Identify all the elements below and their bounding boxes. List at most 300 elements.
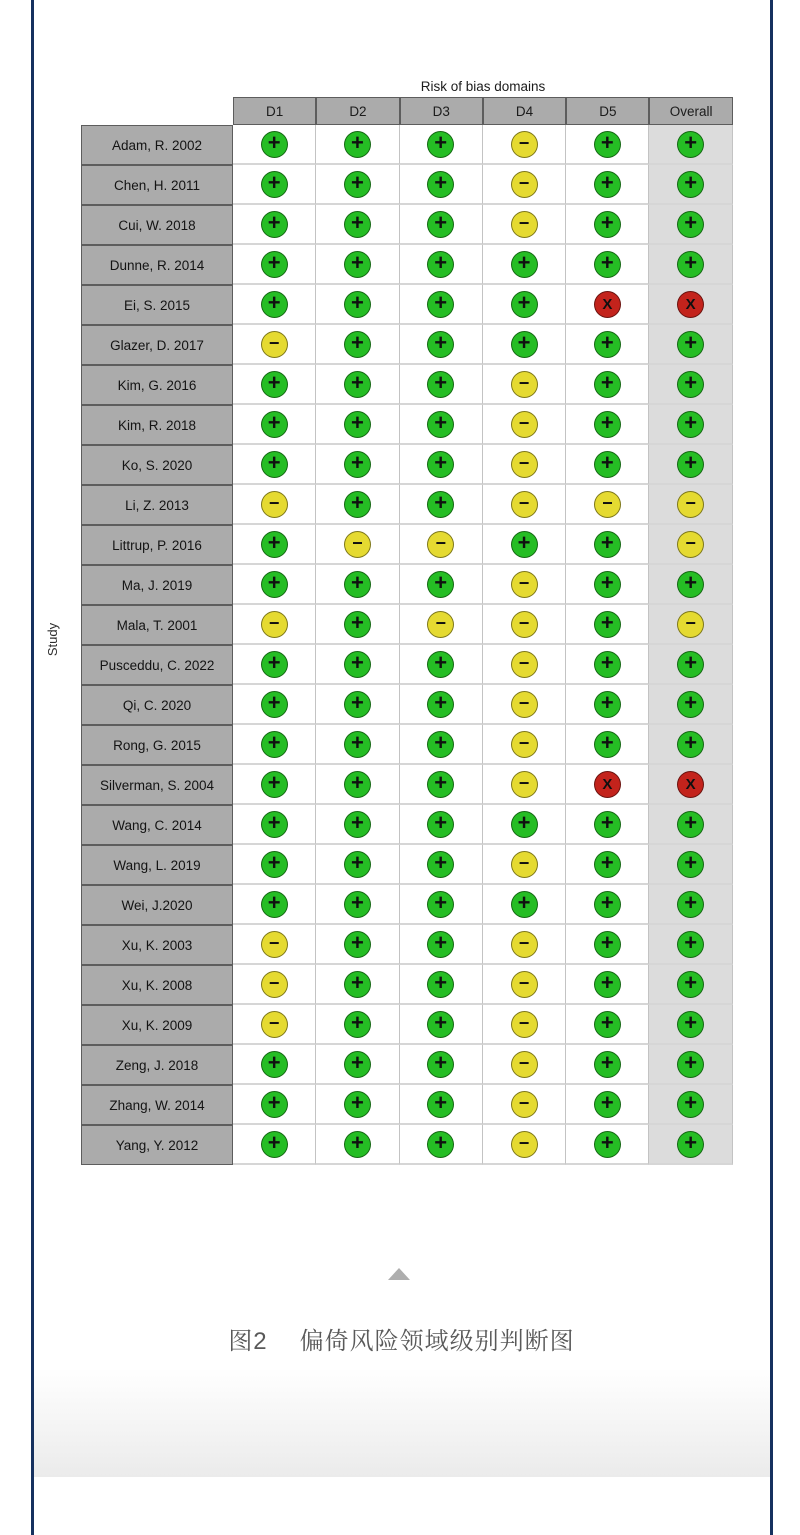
judgement-plus-icon: + (594, 371, 621, 398)
judgement-cell (233, 445, 316, 485)
judgement-cell (483, 1125, 566, 1165)
judgement-plus-icon: + (427, 131, 454, 158)
study-label: Wang, L. 2019 (81, 845, 233, 885)
judgement-minus-icon: − (511, 931, 538, 958)
judgement-cell (233, 565, 316, 605)
judgement-plus-icon: + (427, 931, 454, 958)
judgement-plus-icon: + (594, 651, 621, 678)
judgement-cell (316, 525, 399, 565)
judgement-plus-icon: + (677, 971, 704, 998)
judgement-plus-icon: + (344, 131, 371, 158)
judgement-minus-icon: − (261, 331, 288, 358)
study-label: Yang, Y. 2012 (81, 1125, 233, 1165)
judgement-cell (649, 805, 732, 845)
judgement-plus-icon: + (261, 891, 288, 918)
judgement-plus-icon: + (511, 531, 538, 558)
judgement-cell (316, 805, 399, 845)
judgement-cell (649, 605, 732, 645)
judgement-plus-icon: + (261, 651, 288, 678)
judgement-cell (483, 725, 566, 765)
judgement-plus-icon: + (594, 611, 621, 638)
judgement-plus-icon: + (594, 851, 621, 878)
judgement-plus-icon: + (344, 1011, 371, 1038)
judgement-plus-icon: + (677, 171, 704, 198)
judgement-plus-icon: + (261, 451, 288, 478)
study-label: Dunne, R. 2014 (81, 245, 233, 285)
judgement-minus-icon: − (261, 1011, 288, 1038)
judgement-minus-icon: − (511, 691, 538, 718)
judgement-cell (316, 1005, 399, 1045)
study-label: Ko, S. 2020 (81, 445, 233, 485)
judgement-cell (233, 1045, 316, 1085)
judgement-cell (400, 805, 483, 845)
judgement-plus-icon: + (594, 571, 621, 598)
judgement-cell (316, 445, 399, 485)
study-label: Kim, G. 2016 (81, 365, 233, 405)
judgement-cell (566, 525, 649, 565)
judgement-cell (233, 485, 316, 525)
judgement-plus-icon: + (677, 371, 704, 398)
judgement-plus-icon: + (594, 731, 621, 758)
judgement-cell (316, 325, 399, 365)
figure-caption-label: 图2 (228, 1328, 268, 1355)
judgement-plus-icon: + (427, 891, 454, 918)
judgement-cell (233, 205, 316, 245)
judgement-minus-icon: − (344, 531, 371, 558)
judgement-minus-icon: − (594, 491, 621, 518)
judgement-plus-icon: + (427, 1011, 454, 1038)
judgement-plus-icon: + (427, 1131, 454, 1158)
judgement-plus-icon: + (261, 131, 288, 158)
judgement-plus-icon: + (261, 731, 288, 758)
judgement-cell (649, 685, 732, 725)
judgement-cell (649, 885, 732, 925)
judgement-cell (400, 885, 483, 925)
judgement-plus-icon: + (427, 251, 454, 278)
judgement-plus-icon: + (511, 251, 538, 278)
judgement-minus-icon: − (511, 771, 538, 798)
judgement-cell (483, 805, 566, 845)
judgement-minus-icon: − (427, 531, 454, 558)
judgement-cell (400, 525, 483, 565)
judgement-cell (233, 1005, 316, 1045)
judgement-plus-icon: + (344, 771, 371, 798)
judgement-cell (316, 605, 399, 645)
judgement-plus-icon: + (427, 651, 454, 678)
judgement-cell (316, 205, 399, 245)
judgement-plus-icon: + (427, 411, 454, 438)
judgement-plus-icon: + (677, 251, 704, 278)
judgement-plus-icon: + (344, 1051, 371, 1078)
judgement-cell (400, 325, 483, 365)
judgement-cell (649, 285, 732, 325)
judgement-minus-icon: − (511, 1051, 538, 1078)
judgement-cell (566, 1125, 649, 1165)
judgement-cell (233, 165, 316, 205)
judgement-cell (483, 1005, 566, 1045)
judgement-plus-icon: + (261, 691, 288, 718)
judgement-minus-icon: − (511, 1091, 538, 1118)
judgement-cell (316, 765, 399, 805)
judgement-plus-icon: + (594, 211, 621, 238)
judgement-plus-icon: + (261, 291, 288, 318)
judgement-plus-icon: + (511, 811, 538, 838)
judgement-cell (483, 405, 566, 445)
judgement-cell (233, 685, 316, 725)
judgement-cell (316, 245, 399, 285)
judgement-plus-icon: + (344, 491, 371, 518)
judgement-cell (566, 405, 649, 445)
judgement-plus-icon: + (677, 411, 704, 438)
judgement-cell (316, 685, 399, 725)
judgement-cell (233, 845, 316, 885)
judgement-cell (649, 445, 732, 485)
judgement-cell (566, 925, 649, 965)
judgement-cell (483, 165, 566, 205)
judgement-plus-icon: + (261, 531, 288, 558)
judgement-minus-icon: − (427, 611, 454, 638)
judgement-plus-icon: + (677, 1011, 704, 1038)
judgement-cell (566, 845, 649, 885)
judgement-plus-icon: + (261, 851, 288, 878)
judgement-cell (483, 485, 566, 525)
judgement-minus-icon: − (511, 371, 538, 398)
judgement-minus-icon: − (511, 571, 538, 598)
judgement-plus-icon: + (344, 971, 371, 998)
judgement-cell (649, 165, 732, 205)
judgement-plus-icon: + (677, 211, 704, 238)
judgement-cell (400, 245, 483, 285)
judgement-cell (483, 525, 566, 565)
judgement-cell (566, 205, 649, 245)
judgement-cell (566, 125, 649, 165)
judgement-cell (483, 445, 566, 485)
judgement-cell (400, 1005, 483, 1045)
judgement-plus-icon: + (594, 1091, 621, 1118)
judgement-plus-icon: + (677, 931, 704, 958)
judgement-plus-icon: + (427, 771, 454, 798)
judgement-plus-icon: + (261, 1091, 288, 1118)
study-label: Zeng, J. 2018 (81, 1045, 233, 1085)
judgement-cell (400, 165, 483, 205)
study-label: Chen, H. 2011 (81, 165, 233, 205)
judgement-cell (316, 1045, 399, 1085)
judgement-cell (649, 725, 732, 765)
judgement-cell (400, 205, 483, 245)
judgement-plus-icon: + (427, 291, 454, 318)
judgement-minus-icon: − (511, 731, 538, 758)
judgement-plus-icon: + (594, 891, 621, 918)
judgement-cell (566, 965, 649, 1005)
judgement-plus-icon: + (427, 691, 454, 718)
judgement-plus-icon: + (427, 331, 454, 358)
triangle-up-icon[interactable] (388, 1268, 410, 1280)
judgement-plus-icon: + (427, 371, 454, 398)
judgement-cell (649, 125, 732, 165)
judgement-cell (233, 365, 316, 405)
judgement-plus-icon: + (344, 371, 371, 398)
judgement-plus-icon: + (344, 211, 371, 238)
judgement-plus-icon: + (594, 251, 621, 278)
judgement-cell (483, 205, 566, 245)
judgement-plus-icon: + (677, 891, 704, 918)
judgement-cell (566, 165, 649, 205)
study-label: Xu, K. 2009 (81, 1005, 233, 1045)
judgement-plus-icon: + (594, 811, 621, 838)
judgement-cell (566, 605, 649, 645)
judgement-plus-icon: + (344, 251, 371, 278)
study-label: Li, Z. 2013 (81, 485, 233, 525)
judgement-minus-icon: − (261, 931, 288, 958)
judgement-cell (400, 565, 483, 605)
judgement-minus-icon: − (511, 211, 538, 238)
judgement-cell (566, 445, 649, 485)
judgement-cell (649, 205, 732, 245)
judgement-cell (483, 765, 566, 805)
figure-caption (31, 1321, 772, 1356)
study-label: Wei, J.2020 (81, 885, 233, 925)
judgement-plus-icon: + (594, 691, 621, 718)
judgement-cell (566, 1045, 649, 1085)
judgement-plus-icon: + (677, 731, 704, 758)
judgement-cell (649, 645, 732, 685)
judgement-plus-icon: + (594, 531, 621, 558)
column-header-overall: Overall (649, 97, 732, 125)
judgement-cell (566, 805, 649, 845)
judgement-cell (483, 1045, 566, 1085)
judgement-cell (483, 925, 566, 965)
judgement-cell (233, 805, 316, 845)
judgement-plus-icon: + (427, 1091, 454, 1118)
study-label: Qi, C. 2020 (81, 685, 233, 725)
judgement-minus-icon: − (511, 171, 538, 198)
judgement-cell (649, 405, 732, 445)
judgement-cell (233, 645, 316, 685)
judgement-cell (649, 1045, 732, 1085)
judgement-plus-icon: + (427, 1051, 454, 1078)
page-left-border (31, 0, 34, 1535)
corner-cell (81, 97, 233, 125)
judgement-cell (400, 405, 483, 445)
judgement-cell (400, 125, 483, 165)
judgement-cell (400, 925, 483, 965)
judgement-minus-icon: − (511, 851, 538, 878)
judgement-cell (400, 485, 483, 525)
judgement-cell (566, 365, 649, 405)
judgement-cell (566, 725, 649, 765)
judgement-cell (233, 1085, 316, 1125)
judgement-plus-icon: + (677, 811, 704, 838)
study-label: Littrup, P. 2016 (81, 525, 233, 565)
judgement-plus-icon: + (261, 811, 288, 838)
judgement-plus-icon: + (677, 651, 704, 678)
judgement-plus-icon: + (344, 331, 371, 358)
judgement-cell (566, 485, 649, 525)
judgement-plus-icon: + (427, 811, 454, 838)
judgement-plus-icon: + (511, 891, 538, 918)
judgement-cell (483, 1085, 566, 1125)
judgement-minus-icon: − (511, 1011, 538, 1038)
judgement-plus-icon: + (594, 451, 621, 478)
study-label: Pusceddu, C. 2022 (81, 645, 233, 685)
study-label: Xu, K. 2003 (81, 925, 233, 965)
judgement-plus-icon: + (261, 411, 288, 438)
judgement-plus-icon: + (594, 971, 621, 998)
judgement-plus-icon: + (427, 171, 454, 198)
study-label: Cui, W. 2018 (81, 205, 233, 245)
judgement-x-icon: X (594, 291, 621, 318)
judgement-cell (316, 1085, 399, 1125)
study-label: Ei, S. 2015 (81, 285, 233, 325)
judgement-x-icon: X (677, 771, 704, 798)
column-header-d2: D2 (316, 97, 399, 125)
column-header-d4: D4 (483, 97, 566, 125)
judgement-cell (566, 1005, 649, 1045)
judgement-minus-icon: − (677, 611, 704, 638)
judgement-cell (566, 685, 649, 725)
judgement-cell (483, 885, 566, 925)
judgement-plus-icon: + (344, 291, 371, 318)
judgement-plus-icon: + (261, 1051, 288, 1078)
judgement-cell (400, 285, 483, 325)
judgement-plus-icon: + (594, 411, 621, 438)
judgement-plus-icon: + (344, 451, 371, 478)
judgement-plus-icon: + (344, 731, 371, 758)
judgement-minus-icon: − (511, 411, 538, 438)
judgement-plus-icon: + (261, 211, 288, 238)
judgement-cell (649, 965, 732, 1005)
judgement-cell (316, 405, 399, 445)
judgement-cell (233, 725, 316, 765)
judgement-cell (233, 525, 316, 565)
judgement-cell (400, 1085, 483, 1125)
judgement-cell (233, 605, 316, 645)
judgement-plus-icon: + (344, 851, 371, 878)
judgement-cell (233, 1125, 316, 1165)
judgement-cell (316, 645, 399, 685)
judgement-cell (316, 125, 399, 165)
judgement-cell (400, 965, 483, 1005)
judgement-cell (233, 125, 316, 165)
judgement-cell (483, 125, 566, 165)
judgement-cell (233, 885, 316, 925)
judgement-plus-icon: + (427, 851, 454, 878)
rob-grid (81, 97, 733, 1165)
judgement-minus-icon: − (261, 491, 288, 518)
study-label: Zhang, W. 2014 (81, 1085, 233, 1125)
judgement-minus-icon: − (677, 491, 704, 518)
judgement-plus-icon: + (511, 291, 538, 318)
judgement-cell (649, 1085, 732, 1125)
judgement-plus-icon: + (677, 331, 704, 358)
judgement-cell (566, 565, 649, 605)
judgement-cell (316, 725, 399, 765)
judgement-cell (400, 765, 483, 805)
judgement-cell (316, 365, 399, 405)
judgement-plus-icon: + (261, 571, 288, 598)
judgement-cell (483, 605, 566, 645)
judgement-plus-icon: + (344, 611, 371, 638)
judgement-minus-icon: − (511, 651, 538, 678)
judgement-plus-icon: + (677, 1091, 704, 1118)
judgement-cell (233, 245, 316, 285)
judgement-cell (400, 685, 483, 725)
judgement-cell (566, 245, 649, 285)
judgement-cell (316, 925, 399, 965)
judgement-minus-icon: − (261, 971, 288, 998)
judgement-cell (400, 605, 483, 645)
judgement-cell (483, 685, 566, 725)
judgement-minus-icon: − (677, 531, 704, 558)
judgement-plus-icon: + (677, 451, 704, 478)
judgement-plus-icon: + (594, 331, 621, 358)
judgement-minus-icon: − (511, 1131, 538, 1158)
judgement-cell (649, 365, 732, 405)
judgement-cell (400, 645, 483, 685)
judgement-cell (566, 325, 649, 365)
judgement-cell (649, 845, 732, 885)
judgement-cell (566, 765, 649, 805)
judgement-cell (566, 645, 649, 685)
judgement-cell (649, 485, 732, 525)
judgement-plus-icon: + (344, 811, 371, 838)
judgement-cell (316, 565, 399, 605)
judgement-plus-icon: + (427, 971, 454, 998)
judgement-cell (566, 1085, 649, 1125)
judgement-cell (649, 1005, 732, 1045)
judgement-cell (400, 1125, 483, 1165)
study-label: Kim, R. 2018 (81, 405, 233, 445)
judgement-plus-icon: + (427, 491, 454, 518)
judgement-cell (400, 365, 483, 405)
judgement-plus-icon: + (261, 771, 288, 798)
judgement-cell (649, 925, 732, 965)
judgement-plus-icon: + (427, 571, 454, 598)
judgement-plus-icon: + (344, 171, 371, 198)
judgement-plus-icon: + (344, 411, 371, 438)
judgement-x-icon: X (677, 291, 704, 318)
study-label: Xu, K. 2008 (81, 965, 233, 1005)
judgement-cell (233, 765, 316, 805)
judgement-cell (566, 885, 649, 925)
judgement-minus-icon: − (511, 491, 538, 518)
page-right-border (770, 0, 773, 1535)
judgement-plus-icon: + (344, 1091, 371, 1118)
judgement-plus-icon: + (261, 371, 288, 398)
judgement-cell (483, 645, 566, 685)
column-header-d5: D5 (566, 97, 649, 125)
judgement-cell (483, 365, 566, 405)
judgement-cell (400, 1045, 483, 1085)
judgement-cell (649, 765, 732, 805)
judgement-plus-icon: + (594, 1051, 621, 1078)
judgement-plus-icon: + (677, 131, 704, 158)
judgement-cell (233, 285, 316, 325)
study-label: Wang, C. 2014 (81, 805, 233, 845)
judgement-plus-icon: + (594, 131, 621, 158)
judgement-plus-icon: + (261, 171, 288, 198)
judgement-plus-icon: + (344, 651, 371, 678)
judgement-cell (316, 965, 399, 1005)
judgement-plus-icon: + (261, 1131, 288, 1158)
judgement-cell (233, 925, 316, 965)
judgement-plus-icon: + (344, 891, 371, 918)
judgement-plus-icon: + (677, 1131, 704, 1158)
judgement-plus-icon: + (677, 851, 704, 878)
judgement-x-icon: X (594, 771, 621, 798)
judgement-cell (649, 325, 732, 365)
judgement-cell (316, 285, 399, 325)
